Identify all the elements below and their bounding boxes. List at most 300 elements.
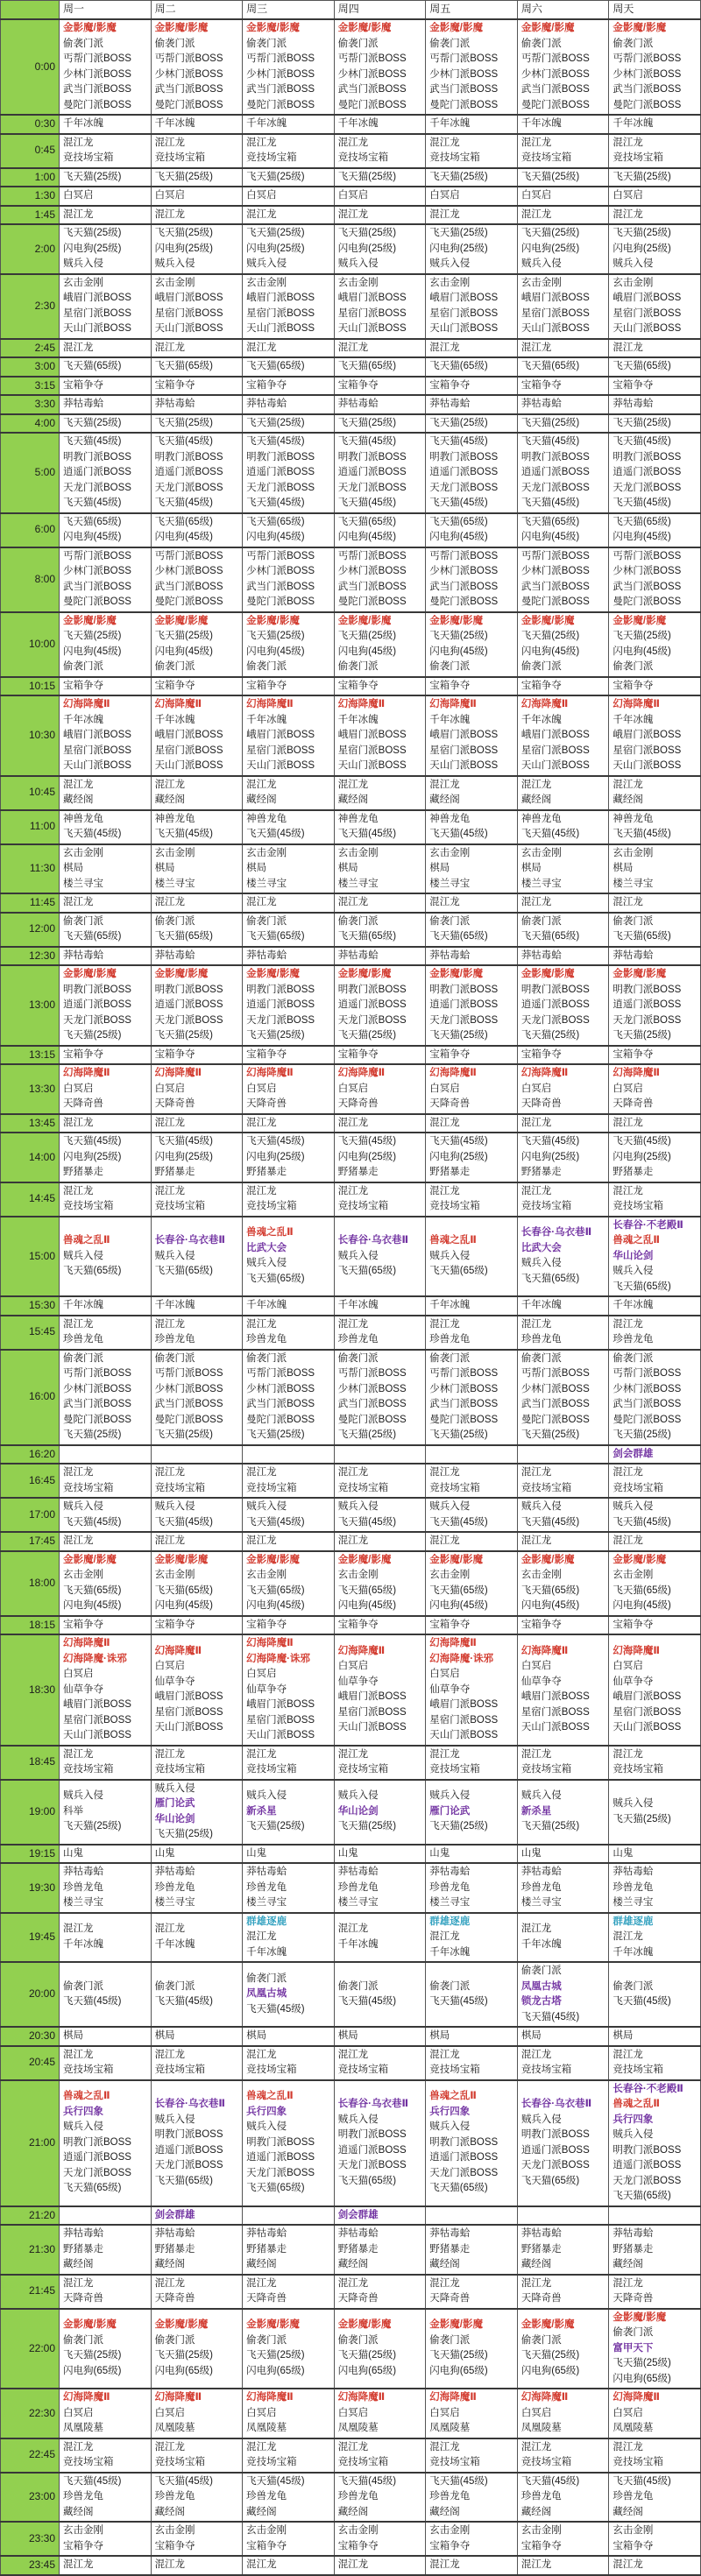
event-cell [334, 810, 426, 844]
event-line: 宝箱争夺 [612, 1048, 654, 1060]
event-cell [334, 224, 426, 274]
event-cell [609, 339, 701, 358]
event-cell [426, 1445, 518, 1464]
event-cell [517, 115, 609, 134]
event-cell [517, 947, 609, 966]
event-line: 宝箱争夺 [429, 680, 471, 691]
event-cell [609, 1316, 701, 1350]
event-line: 千年冰魄 [429, 118, 471, 129]
event-line: 飞天猫(25级) [246, 1821, 305, 1832]
time-cell: 10:30 [1, 695, 60, 776]
event-line: 混江龙 [154, 2559, 186, 2570]
schedule-row [1, 695, 701, 776]
event-line: 山鬼 [520, 1847, 542, 1859]
event-line: 武当门派BOSS [429, 581, 499, 592]
event-cell [334, 1114, 426, 1133]
event-cell [243, 1064, 335, 1114]
event-line: 长春谷·不老殿Ⅱ [612, 2083, 683, 2094]
event-cell [426, 2389, 518, 2438]
event-cell [426, 377, 518, 396]
event-line: 飞天猫(45级) [612, 1136, 671, 1147]
event-line: 玄击金刚 [337, 1570, 379, 1580]
event-cell [151, 395, 243, 414]
event-line: 藏经阁 [520, 2506, 552, 2517]
event-cell [334, 414, 426, 434]
event-line: 星宿门派BOSS [246, 307, 315, 319]
event-line: 野猪暴走 [612, 1167, 654, 1177]
event-cell [517, 1464, 609, 1498]
event-cell [517, 1551, 609, 1616]
event-line: 武当门派BOSS [154, 1399, 223, 1409]
event-cell [243, 1746, 335, 1780]
event-line: 千年冰魄 [612, 714, 654, 725]
event-line: 长春谷·乌衣巷Ⅱ [337, 2099, 409, 2109]
event-cell [60, 395, 152, 414]
event-cell [426, 1114, 518, 1133]
event-cell [243, 2309, 335, 2389]
event-cell [609, 274, 701, 339]
event-line: 飞天猫(25级) [520, 631, 580, 641]
event-line: 莽牯毒蛤 [429, 1867, 471, 1877]
event-line: 飞天猫(65级) [520, 2175, 580, 2186]
event-line: 白冥启 [63, 1083, 94, 1094]
event-line: 竞技场宝箱 [429, 2064, 480, 2075]
event-line: 千年冰魄 [520, 714, 562, 725]
event-line: 飞天猫(45级) [520, 436, 580, 447]
event-line: 天山门派BOSS [337, 323, 407, 334]
event-line: 混江龙 [337, 1117, 369, 1128]
event-cell [334, 206, 426, 225]
event-line: 神兽龙龟 [520, 813, 562, 824]
event-line: 宝箱争夺 [337, 1619, 379, 1630]
event-cell [609, 357, 701, 377]
event-line: 竞技场宝箱 [520, 1482, 572, 1493]
event-line: 飞天猫(25级) [63, 1429, 122, 1440]
event-cell [517, 414, 609, 434]
event-line: 金影魔/影魔 [246, 2319, 300, 2331]
event-line: 金影魔/影魔 [520, 615, 575, 626]
time-cell: 20:45 [1, 2046, 60, 2080]
event-line: 少林门派BOSS [520, 566, 590, 576]
event-cell [609, 1498, 701, 1532]
time-cell: 4:00 [1, 414, 60, 434]
event-cell [151, 947, 243, 966]
event-line: 天龙门派BOSS [246, 1014, 315, 1026]
event-cell [609, 1046, 701, 1065]
event-line: 金影魔/影魔 [154, 1554, 209, 1565]
event-line: 幻海降魔Ⅱ [63, 1068, 110, 1078]
event-line: 楼兰寻宝 [429, 878, 471, 889]
event-cell [151, 1445, 243, 1464]
event-line: 飞天猫(65级) [429, 516, 488, 527]
event-cell [60, 547, 152, 612]
event-line: 少林门派BOSS [612, 68, 682, 80]
event-line: 偷袭门派 [612, 915, 654, 927]
event-cell [334, 1316, 426, 1350]
event-cell [609, 547, 701, 612]
event-line: 野猪暴走 [63, 2243, 103, 2255]
event-cell [517, 810, 609, 844]
event-line: 飞天猫(45级) [246, 829, 305, 839]
event-line: 飞天猫(65级) [337, 2175, 397, 2186]
event-line: 棋局 [612, 2030, 634, 2041]
event-cell [426, 168, 518, 187]
schedule-row [1, 2225, 701, 2275]
event-cell [609, 2309, 701, 2389]
event-cell [151, 1133, 243, 1182]
event-cell [517, 2206, 609, 2226]
event-cell [151, 547, 243, 612]
event-cell [517, 2556, 609, 2575]
event-line: 少林门派BOSS [63, 68, 131, 80]
event-line: 混江龙 [154, 342, 186, 353]
event-cell [609, 1114, 701, 1133]
time-cell: 13:15 [1, 1046, 60, 1065]
event-cell [517, 19, 609, 115]
time-cell: 2:00 [1, 224, 60, 274]
event-cell [426, 2522, 518, 2556]
schedule-row [1, 1217, 701, 1297]
event-cell [426, 1182, 518, 1217]
event-line: 竞技场宝箱 [154, 2457, 206, 2467]
event-line: 金影魔/影魔 [246, 1554, 300, 1565]
event-line: 峨眉门派BOSS [429, 1699, 499, 1710]
event-line: 楼兰寻宝 [429, 1897, 471, 1908]
event-line: 竞技场宝箱 [246, 1201, 297, 1211]
event-line: 竞技场宝箱 [246, 1764, 297, 1775]
event-line: 丐帮门派BOSS [429, 1368, 499, 1379]
event-cell [60, 1064, 152, 1114]
event-line: 楼兰寻宝 [246, 1897, 287, 1908]
event-line: 楼兰寻宝 [63, 878, 103, 889]
event-line: 山鬼 [246, 1847, 267, 1859]
event-line: 闪电狗(45级) [429, 1600, 488, 1611]
event-line: 天龙门派BOSS [612, 2175, 682, 2186]
event-line: 玄击金刚 [429, 277, 471, 288]
event-line: 飞天猫(45级) [63, 829, 122, 839]
event-line: 幻海降魔Ⅱ [337, 2392, 386, 2403]
event-line: 混江龙 [612, 2441, 643, 2452]
event-line: 千年冰魄 [520, 1300, 562, 1310]
event-line: 贼兵入侵 [246, 1790, 287, 1802]
event-line: 飞天猫(25级) [612, 2358, 671, 2368]
event-cell [151, 1316, 243, 1350]
event-cell [151, 1863, 243, 1913]
event-cell [243, 2225, 335, 2275]
event-cell [609, 844, 701, 894]
event-line: 明教门派BOSS [337, 984, 407, 995]
event-line: 棋局 [63, 2030, 83, 2041]
schedule-row [1, 1551, 701, 1616]
event-line: 丐帮门派BOSS [520, 1368, 590, 1379]
event-cell [517, 357, 609, 377]
event-cell [60, 357, 152, 377]
schedule-row [1, 1498, 701, 1532]
event-line: 混江龙 [154, 1185, 186, 1196]
event-line: 混江龙 [520, 2277, 552, 2289]
event-line: 曼陀门派BOSS [246, 99, 315, 110]
event-cell [60, 2389, 152, 2438]
event-cell [426, 2206, 518, 2226]
event-line: 混江龙 [246, 1748, 277, 1760]
event-line: 竞技场宝箱 [63, 2457, 114, 2467]
event-cell [517, 1616, 609, 1635]
time-cell: 12:00 [1, 913, 60, 947]
time-cell: 0:45 [1, 134, 60, 168]
event-line: 天山门派BOSS [612, 760, 682, 771]
event-line: 少林门派BOSS [154, 566, 223, 576]
event-line: 千年冰魄 [337, 1938, 379, 1950]
event-line: 剑会群雄 [337, 2209, 379, 2220]
event-line: 混江龙 [246, 208, 277, 220]
event-line: 飞天猫(45级) [154, 1996, 214, 2007]
event-line: 金影魔/影魔 [429, 1554, 483, 1565]
event-cell [60, 1046, 152, 1065]
event-cell [426, 2080, 518, 2206]
event-line: 丐帮门派BOSS [429, 53, 499, 64]
event-line: 混江龙 [520, 2049, 552, 2060]
event-line: 白冥启 [429, 2407, 460, 2418]
event-cell [151, 1464, 243, 1498]
event-line: 金影魔/影魔 [520, 969, 575, 979]
event-line: 贼兵入侵 [337, 258, 379, 269]
event-line: 新杀星 [520, 1805, 552, 1817]
event-line: 飞天猫(45级) [154, 436, 214, 447]
time-cell: 15:00 [1, 1217, 60, 1297]
event-line: 神兽龙龟 [246, 813, 287, 824]
time-cell: 16:45 [1, 1464, 60, 1498]
event-line: 偷袭门派 [520, 915, 562, 927]
event-line: 混江龙 [246, 2559, 277, 2570]
event-line: 玄击金刚 [63, 2525, 103, 2536]
event-cell [243, 913, 335, 947]
event-line: 宝箱争夺 [429, 379, 471, 391]
event-cell [151, 357, 243, 377]
event-line: 明教门派BOSS [63, 451, 131, 462]
event-line: 混江龙 [337, 1318, 369, 1330]
event-line: 莽牯毒蛤 [337, 2228, 379, 2239]
event-cell [334, 1863, 426, 1913]
event-line: 白冥启 [337, 1661, 369, 1672]
event-cell [60, 2225, 152, 2275]
event-line: 闪电狗(45级) [63, 646, 122, 657]
event-cell [334, 612, 426, 677]
event-line: 飞天猫(25级) [520, 417, 580, 428]
event-cell [517, 2225, 609, 2275]
event-line: 丐帮门派BOSS [154, 53, 223, 64]
event-line: 丐帮门派BOSS [63, 1368, 131, 1379]
event-line: 棋局 [337, 863, 358, 873]
event-line: 玄击金刚 [246, 847, 287, 858]
event-cell [60, 433, 152, 513]
event-line: 飞天猫(45级) [63, 1136, 122, 1147]
event-line: 飞天猫(25级) [246, 631, 305, 641]
event-line: 飞天猫(25级) [246, 2350, 305, 2361]
event-line: 飞天猫(45级) [612, 1516, 671, 1528]
event-line: 凤凰陵墓 [612, 2423, 654, 2433]
event-line: 珍兽龙龟 [612, 1881, 654, 1893]
event-cell [334, 1634, 426, 1746]
event-line: 飞天猫(25级) [337, 417, 397, 428]
event-line: 飞天猫(65级) [612, 1584, 671, 1596]
event-cell [426, 677, 518, 696]
event-line: 神兽龙龟 [429, 813, 471, 824]
event-line: 白冥启 [246, 1669, 277, 1679]
event-cell [334, 965, 426, 1046]
event-cell [517, 1634, 609, 1746]
event-line: 幻海降魔Ⅱ [612, 1068, 660, 1078]
event-line: 贼兵入侵 [612, 1501, 654, 1512]
event-line: 飞天猫(25级) [154, 228, 214, 238]
event-line: 丐帮门派BOSS [520, 550, 590, 561]
event-line: 曼陀门派BOSS [63, 1414, 131, 1425]
event-line: 天山门派BOSS [429, 760, 499, 771]
event-line: 飞天猫(45级) [612, 829, 671, 839]
event-line: 竞技场宝箱 [520, 152, 572, 163]
event-cell [151, 612, 243, 677]
event-line: 竞技场宝箱 [520, 2064, 572, 2075]
event-cell [609, 377, 701, 396]
event-cell [60, 339, 152, 358]
event-line: 混江龙 [612, 2049, 643, 2060]
event-line: 楼兰寻宝 [337, 878, 379, 889]
event-line: 仙草争夺 [246, 1683, 287, 1695]
schedule-row [1, 1780, 701, 1845]
event-line: 偷袭门派 [429, 915, 471, 927]
event-line: 飞天猫(25级) [154, 1030, 214, 1041]
event-line: 飞天猫(25级) [63, 2350, 122, 2361]
event-cell [60, 1863, 152, 1913]
event-line: 偷袭门派 [246, 1352, 287, 1364]
event-line: 竞技场宝箱 [63, 2064, 114, 2075]
event-cell [151, 1746, 243, 1780]
event-line: 逍遥门派BOSS [337, 2144, 407, 2156]
event-cell [609, 19, 701, 115]
time-cell: 20:30 [1, 2027, 60, 2046]
event-cell [517, 1746, 609, 1780]
event-cell [609, 965, 701, 1046]
event-line: 混江龙 [520, 779, 552, 790]
event-line: 曼陀门派BOSS [520, 99, 590, 110]
event-line: 长春谷·乌衣巷Ⅱ [337, 1235, 409, 1246]
event-line: 凤凰陵墓 [154, 2423, 195, 2433]
event-cell [243, 1845, 335, 1864]
event-line: 金影魔/影魔 [520, 1554, 575, 1565]
event-line: 千年冰魄 [246, 118, 287, 129]
event-line: 华山论剑 [337, 1805, 379, 1817]
event-cell [609, 168, 701, 187]
event-line: 幻海降魔Ⅱ [63, 1638, 110, 1648]
event-line: 飞天猫(25级) [337, 1429, 397, 1440]
event-line: 棋局 [520, 863, 542, 873]
event-cell [243, 224, 335, 274]
event-cell [243, 1634, 335, 1746]
event-cell [426, 893, 518, 913]
day-header-cell: 周五 [426, 1, 518, 20]
event-cell [426, 913, 518, 947]
event-cell [426, 2309, 518, 2389]
event-line: 武当门派BOSS [612, 581, 682, 592]
time-cell: 1:30 [1, 187, 60, 206]
event-line: 宝箱争夺 [63, 1048, 103, 1060]
event-line: 武当门派BOSS [63, 581, 131, 592]
schedule-row [1, 1350, 701, 1445]
event-cell [426, 1551, 518, 1616]
event-line: 飞天猫(25级) [612, 417, 671, 428]
event-cell [243, 1217, 335, 1297]
event-cell [609, 1616, 701, 1635]
event-cell [334, 433, 426, 513]
event-line: 幻海降魔Ⅱ [520, 2392, 569, 2403]
day-header-cell: 周三 [243, 1, 335, 20]
event-line: 丐帮门派BOSS [429, 550, 499, 561]
schedule-row [1, 19, 701, 115]
event-cell [426, 1046, 518, 1065]
event-line: 明教门派BOSS [154, 984, 223, 995]
event-line: 白冥启 [154, 1661, 186, 1672]
event-line: 竞技场宝箱 [246, 2064, 297, 2075]
event-line: 凤凰陵墓 [429, 2423, 471, 2433]
event-line: 藏经阁 [246, 2259, 277, 2269]
event-line: 飞天猫(25级) [63, 171, 122, 182]
event-line: 幻海降魔Ⅱ [154, 1068, 202, 1078]
event-line: 宝箱争夺 [612, 2540, 654, 2551]
event-cell [243, 844, 335, 894]
event-line: 天山门派BOSS [612, 323, 682, 334]
event-line: 峨眉门派BOSS [246, 293, 315, 303]
time-cell: 13:45 [1, 1114, 60, 1133]
event-cell [243, 612, 335, 677]
event-line: 混江龙 [246, 1117, 277, 1128]
event-line: 闪电狗(25级) [63, 1151, 122, 1162]
event-line: 剑会群雄 [612, 1448, 654, 1459]
event-line: 闪电狗(25级) [337, 243, 397, 254]
event-line: 棋局 [337, 2030, 358, 2041]
event-line: 莽牯毒蛤 [63, 399, 103, 409]
event-line: 闪电狗(45级) [337, 646, 397, 657]
event-line: 混江龙 [337, 779, 369, 790]
event-line: 宝箱争夺 [429, 1619, 471, 1630]
event-line: 逍遥门派BOSS [429, 467, 499, 477]
event-line: 逍遥门派BOSS [246, 2152, 315, 2163]
event-line: 野猪暴走 [246, 2243, 287, 2255]
event-cell [609, 947, 701, 966]
event-cell [60, 2522, 152, 2556]
time-cell: 19:00 [1, 1780, 60, 1845]
event-line: 竞技场宝箱 [154, 152, 206, 163]
event-line: 藏经阁 [63, 2506, 94, 2517]
event-cell [517, 1532, 609, 1551]
event-cell [426, 2046, 518, 2080]
event-line: 飞天猫(25级) [63, 417, 122, 428]
event-line: 偷袭门派 [337, 2334, 379, 2346]
event-line: 神兽龙龟 [337, 813, 379, 824]
event-line: 天降奇兽 [154, 2293, 195, 2304]
event-line: 星宿门派BOSS [337, 307, 407, 319]
event-line: 飞天猫(45级) [337, 829, 397, 839]
event-line: 白冥启 [154, 2407, 186, 2418]
event-cell [517, 612, 609, 677]
event-line: 武当门派BOSS [337, 84, 407, 95]
schedule-row [1, 1464, 701, 1498]
event-line: 飞天猫(65级) [429, 1584, 488, 1596]
event-line: 闪电狗(45级) [520, 1600, 580, 1611]
event-cell [151, 115, 243, 134]
event-line: 混江龙 [520, 137, 552, 148]
event-line: 飞天猫(45级) [154, 2475, 214, 2487]
event-line: 竞技场宝箱 [612, 2457, 663, 2467]
event-line: 凤凰陵墓 [63, 2423, 103, 2433]
